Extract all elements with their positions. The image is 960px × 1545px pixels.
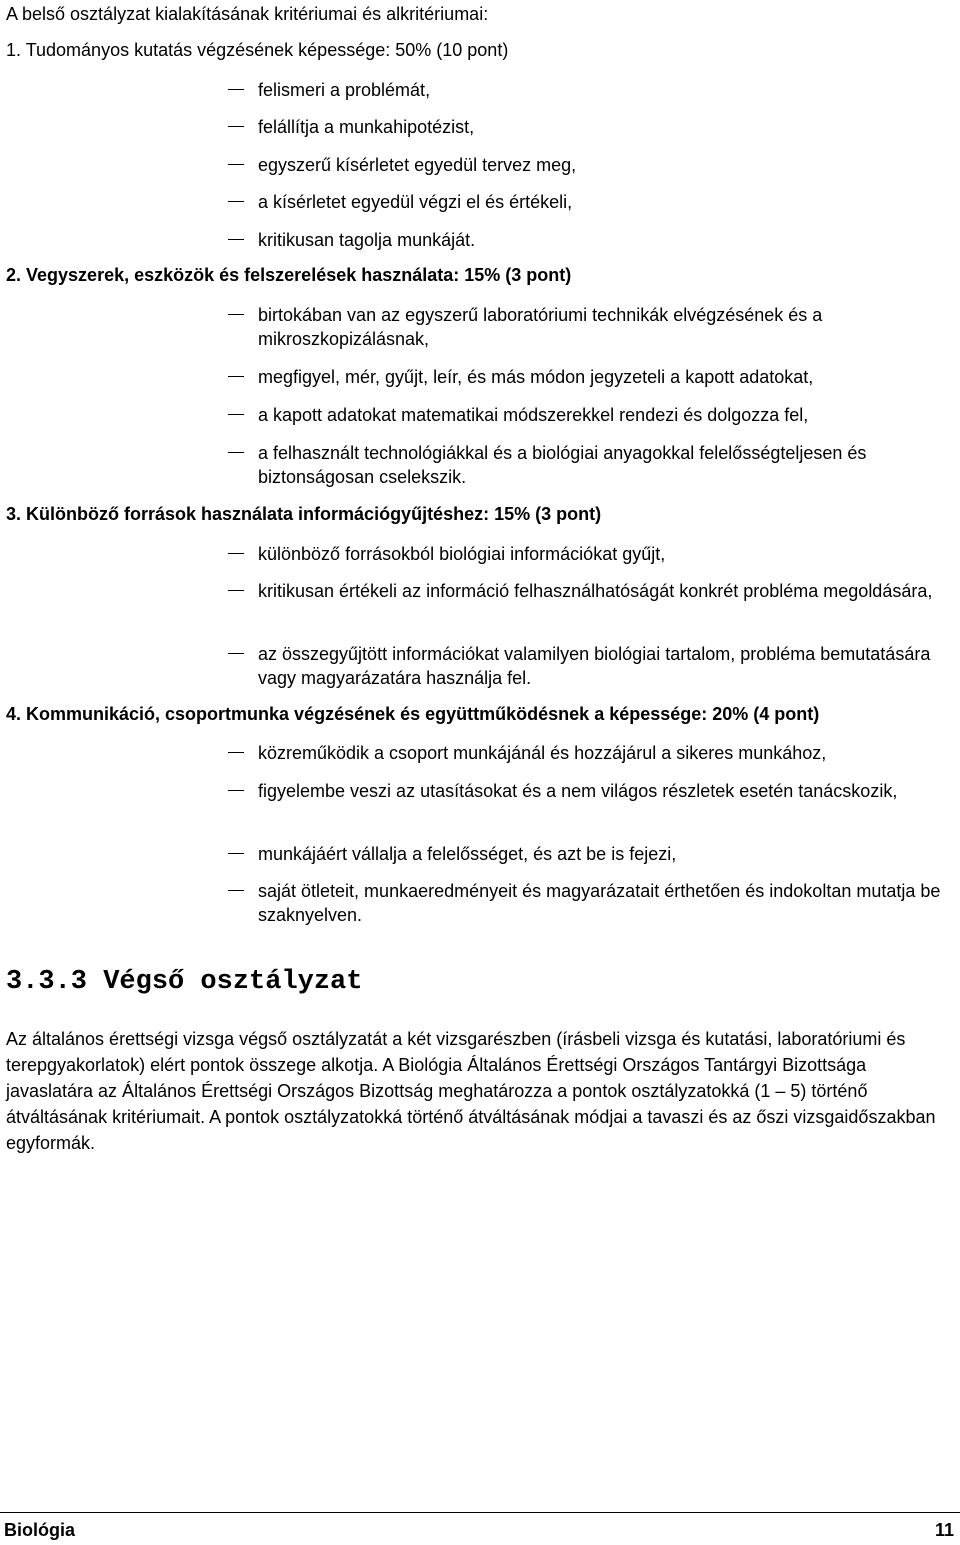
section-title: 3.3.3 Végső osztályzat (6, 967, 363, 997)
list-item: kritikusan értékeli az információ felhasználhatóságát konkrét probléma megoldására, (228, 579, 948, 603)
dash-bullet-icon (228, 590, 244, 591)
list-item: saját ötleteit, munkaeredményeit és magyarázatait érthetően és indokoltan mutatja be szaknyelven. (228, 879, 948, 927)
dash-bullet-icon (228, 414, 244, 415)
dash-bullet-icon (228, 126, 244, 127)
dash-bullet-icon (228, 452, 244, 453)
criterion-1-title: 1. Tudományos kutatás végzésének képessége: 50% (10 pont) (6, 40, 509, 60)
section-paragraph: Az általános érettségi vizsga végső osztályzatát a két vizsgarészben (írásbeli vizsga és kutatási, laboratóriumi és terepgyakorlatok) elért pontok összege alkotja. A Biológia Általános Érettségi Országos Tantárgyi Bizottsága javaslatára az Általános Érettségi Országos Bizottság meghatározza a pontok osztályzatokká (1 – 5) történő átváltásának kritériumait. A pontok osztályzatokká történő átváltásának módjai a tavaszi és az őszi vizsgaidőszakban egyformák. (6, 1029, 936, 1153)
dash-bullet-icon (228, 239, 244, 240)
list-item: a kísérletet egyedül végzi el és értékeli, (228, 190, 948, 214)
dash-bullet-icon (228, 653, 244, 654)
list-item: birtokában van az egyszerű laboratóriumi technikák elvégzésének és a mikroszkopizálásnak, (228, 303, 948, 351)
list-item: felállítja a munkahipotézist, (228, 115, 948, 139)
intro-text: A belső osztályzat kialakításának kritériumai és alkritériumai: (6, 4, 489, 24)
criterion-4-title: 4. Kommunikáció, csoportmunka végzésének és együttműködésnek a képessége: 20% (4 pont) (6, 704, 820, 724)
list-item: munkájáért vállalja a felelősséget, és azt be is fejezi, (228, 842, 948, 866)
footer-subject: Biológia (4, 1520, 75, 1540)
dash-bullet-icon (228, 376, 244, 377)
dash-bullet-icon (228, 89, 244, 90)
page-number: 11 (934, 1520, 954, 1540)
list-item: figyelembe veszi az utasításokat és a nem világos részletek esetén tanácskozik, (228, 779, 948, 803)
criterion-2-title: 2. Vegyszerek, eszközök és felszerelések használata: 15% (3 pont) (6, 265, 572, 285)
dash-bullet-icon (228, 553, 244, 554)
list-item: közreműködik a csoport munkájánál és hozzájárul a sikeres munkához, (228, 741, 948, 765)
dash-bullet-icon (228, 890, 244, 891)
list-item: a felhasznált technológiákkal és a biológiai anyagokkal felelősségteljesen és biztonságosan cselekszik. (228, 441, 948, 489)
list-item: egyszerű kísérletet egyedül tervez meg, (228, 153, 948, 177)
dash-bullet-icon (228, 201, 244, 202)
criterion-3-title: 3. Különböző források használata információgyűjtéshez: 15% (3 pont) (6, 504, 602, 524)
dash-bullet-icon (228, 853, 244, 854)
list-item: megfigyel, mér, gyűjt, leír, és más módon jegyzeteli a kapott adatokat, (228, 365, 948, 389)
list-item: felismeri a problémát, (228, 78, 948, 102)
list-item: a kapott adatokat matematikai módszerekkel rendezi és dolgozza fel, (228, 403, 948, 427)
dash-bullet-icon (228, 790, 244, 791)
list-item: különböző forrásokból biológiai információkat gyűjt, (228, 542, 948, 566)
dash-bullet-icon (228, 314, 244, 315)
list-item: kritikusan tagolja munkáját. (228, 228, 948, 252)
dash-bullet-icon (228, 164, 244, 165)
footer-divider (0, 1512, 960, 1513)
dash-bullet-icon (228, 752, 244, 753)
list-item: az összegyűjtött információkat valamilyen biológiai tartalom, probléma bemutatására vagy magyarázatára használja fel. (228, 642, 948, 690)
